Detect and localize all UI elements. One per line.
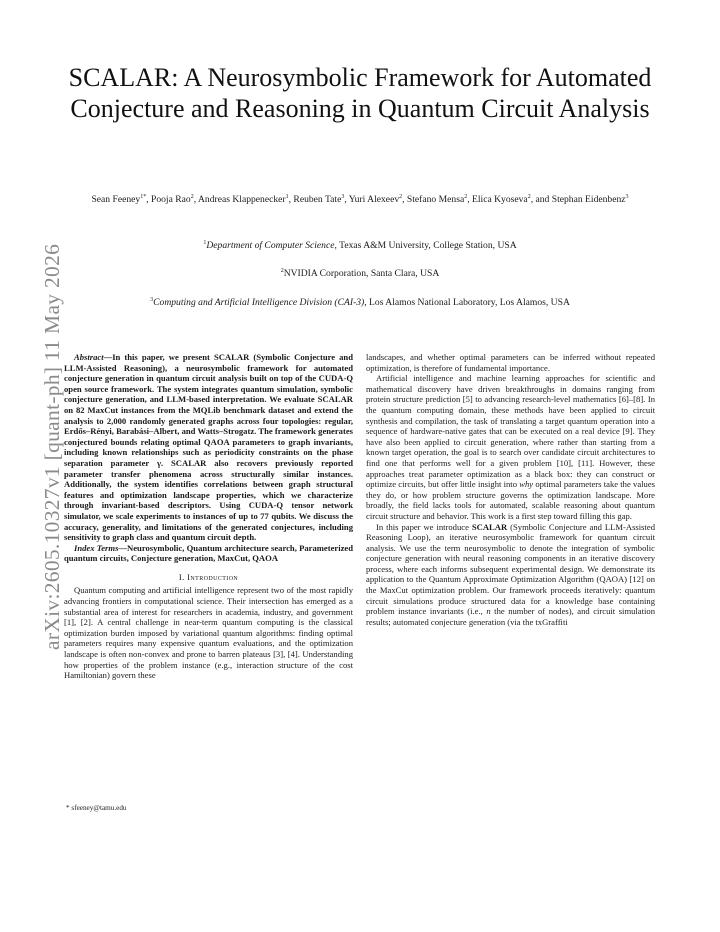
footnote-email: * sfeeney@tamu.edu [66, 804, 127, 812]
abstract-text: —In this paper, we present SCALAR (Symbolic Conjecture and LLM-Assisted Reasoning), a neurosymbolic framework for automated conjecture generation in quantum circuit analysis built on top of the CUDA-Q open source framework. The system integrates quantum simulation, symbolic conjecture generation, and LLM-based interpretation. We evaluate SCALAR on 82 MaxCut instances from the MQLib benchmark dataset and extend the analysis to 2,000 randomly generated graphs across four topologies: regular, Erdős–Rényi, Barabási–Albert, and Watts–Strogatz. The framework generates conjectured bounds relating optimal QAOA parameters to graph invariants, including known relationships such as periodicity constraints on the phase separation parameter γ. SCALAR also recovers previously reported parameter transfer phenomena across structurally similar instances. Additionally, the system identifies correlations between graph structural features and optimization landscape properties, which we characterize through invariant-based descriptors. Using CUDA-Q tensor network simulator, we scale experiments to instances of up to 77 qubits. We discuss the accuracy, generality, and limitations of the generated conjectures, including sensitivity to graph class and quantum circuit depth. [64, 352, 353, 543]
section-heading-introduction: I. Introduction [178, 571, 239, 582]
abstract [64, 352, 353, 543]
affiliation-1: $^1$Department of Computer Science, Texas A&M University, College Station, USA [203, 240, 517, 251]
affiliation-2: $^2$NVIDIA Corporation, Santa Clara, USA [280, 268, 440, 279]
paragraph-landscapes: landscapes, and whether optimal parameters can be inferred without repeated optimization, is therefore of fundamental importance. [366, 352, 655, 373]
index-terms [64, 543, 353, 564]
paragraph-scalar: In this paper we introduce SCALAR (Symbolic Conjecture and LLM-Assisted Reasoning Loop), an iterative neurosymbolic framework for quantum circuit analysis. We use the term neurosymbolic to denote the integration of symbolic conjecture generation with neural reasoning components in an iterative discovery process, where each informs subsequent experimental design. We demonstrate its application to the Quantum Approximate Optimization Algorithm (QAOA) [12] on the MaxCut optimization problem. Our framework proceeds iteratively: quantum circuit simulations produce structured data for a knowledge base containing problem instance invariants (i.e., n the number of nodes), and circuit simulation results; automated conjecture generation (via the txGraffiti [366, 521, 655, 627]
left-column [64, 352, 353, 681]
affiliation-3: $^3$Computing and Artificial Intelligence Division (CAI-3), Los Alamos National Laboratory, Los Alamos, USA [150, 297, 570, 308]
intro-paragraph: Quantum computing and artificial intelligence represent two of the most rapidly advancing frontiers in computational science. Their intersection has emerged as a substantial area of interest for researchers in academia, industry, and government [1], [2]. A central challenge in near-term quantum computing is the classical optimization burden imposed by variational quantum algorithms: finding optimal parameters requires many expensive quantum evaluations, and the optimization landscape is often non-convex and prone to barren plateaus [3], [4]. Understanding how properties of the problem instance (e.g., interaction structure of the cost Hamiltonian) govern these [64, 585, 353, 681]
author-list: Sean Feeney$^{1*}$, Pooja Rao$^2$, Andreas Klappenecker$^1$, Reuben Tate$^3$, Yuri Alexeev$^2$, Stefano Mensa$^2$, Elica Kyoseva$^2$, and Stephan Eidenbenz$^3$ [91, 194, 629, 205]
right-column [366, 352, 655, 627]
arxiv-identifier: arXiv:2605.10327v1 [quant-ph] 11 May 2026 [40, 243, 64, 650]
scalar-name: SCALAR [471, 521, 508, 532]
paragraph-ai-ml: Artificial intelligence and machine learning approaches for scientific and mathematical discovery have driven breakthroughs in domains ranging from protein structure prediction [5] to advancing research-level mathematics [6]–[8]. In the quantum computing domain, these methods have been applied to circuit synthesis and compilation, the task of translating a target quantum operation into a sequence of hardware-native gates that can be executed on a real device [9]. They have also been applied to circuit generation, where rather than starting from a known target operation, the goal is to search over candidate circuit architectures to find one that performs well for a given problem [10], [11]. However, these approaches treat parameter optimization as a black box: they can construct or optimize circuits, but offer little insight into why optimal parameters take the values they do, or how problem structure governs the optimization landscape. More broadly, the field lacks tools for automated, scalable reasoning about quantum circuit structure and behavior. This work is a first step toward filling this gap. [366, 373, 655, 521]
paper-title: SCALAR: A Neurosymbolic Framework for Automated Conjecture and Reasoning in Quantum Circuit Analysis [68, 63, 652, 123]
index-terms-text: —Neurosymbolic, Quantum architecture search, Parameterized quantum circuits, Conjecture generation, MaxCut, QAOA [64, 542, 353, 564]
abstract-label: Abstract [74, 352, 104, 362]
index-terms-label: Index Terms [74, 542, 119, 553]
